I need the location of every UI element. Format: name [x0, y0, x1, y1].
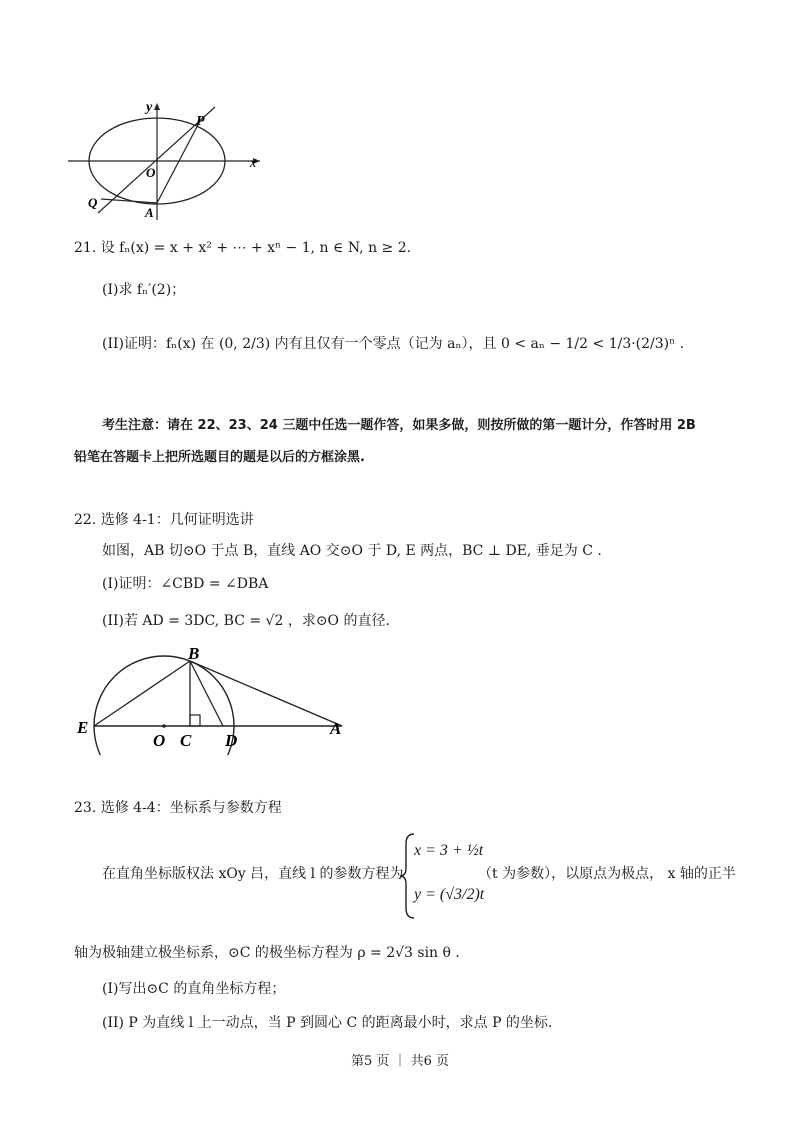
y-axis-arrow	[154, 103, 160, 110]
q22-part2: (II)若 AD = 3DC, BC = √2 ，求⊙O 的直径.	[102, 613, 390, 629]
eq-x: x = 3 + ½t	[414, 842, 484, 859]
label-b: B	[188, 644, 200, 663]
notice-line2: 铅笔在答题卡上把所选题目的题是以后的方框涂黑.	[74, 450, 365, 465]
ellipse-figure	[60, 95, 270, 225]
label-e: E	[77, 718, 89, 737]
label-o: O	[146, 165, 156, 180]
q22-stem: 如图，AB 切⊙O 于点 B，直线 AO 交⊙O 于 D, E 两点，BC ⊥ DE, 垂足为 C .	[102, 543, 602, 559]
notice-line1: 考生注意：请在 22、23、24 三题中任选一题作答，如果多做，则按所做的第一题计分，作答时用 2B	[102, 418, 696, 433]
q23-part1: (I)写出⊙C 的直角坐标方程；	[102, 981, 286, 997]
q23-stem-cont: 轴为极轴建立极坐标系，⊙C 的极坐标方程为 ρ = 2√3 sin θ .	[74, 945, 460, 961]
q23-title: 23. 选修 4-4：坐标系与参数方程	[74, 800, 282, 816]
center-dot	[162, 724, 166, 728]
label-c: C	[180, 731, 192, 750]
label-a2: A	[330, 719, 342, 738]
q22-part1: (I)证明：∠CBD = ∠DBA	[102, 576, 269, 592]
line-eb	[94, 661, 190, 726]
page-footer: 第5 页 ｜ 共6 页	[350, 1054, 450, 1069]
circle-figure	[70, 640, 360, 755]
q23-stem-suffix: （t 为参数），以原点为极点， x 轴的正半	[478, 866, 736, 882]
label-a: A	[145, 205, 154, 220]
label-x: x	[250, 156, 257, 171]
right-angle-mark	[190, 715, 200, 726]
q23-part2: (II) P 为直线 l 上一动点，当 P 到圆心 C 的距离最小时，求点 P 的坐标.	[102, 1015, 553, 1031]
label-p: P	[196, 114, 205, 129]
label-y: y	[146, 100, 153, 115]
line-ba	[190, 661, 342, 726]
label-q: Q	[88, 195, 98, 210]
q23-stem-prefix: 在直角坐标版权法 xOy 吕，直线 l 的参数方程为	[102, 866, 404, 882]
q22-title: 22. 选修 4-1：几何证明选讲	[74, 512, 254, 528]
q21-stem: 21. 设 fₙ(x) = x + x² + ⋯ + xⁿ − 1, n ∈ N, n ≥ 2.	[74, 240, 412, 256]
q21-part2: (II)证明：fₙ(x) 在 (0, 2/3) 内有且仅有一个零点（记为 aₙ），且 0 < aₙ − 1/2 < 1/3·(2/3)ⁿ .	[102, 336, 685, 352]
label-o2: O	[153, 731, 166, 750]
label-d: D	[225, 731, 238, 750]
eq-y: y = (√3/2)t	[414, 886, 485, 903]
q21-part1: (I)求 fₙ′(2)；	[102, 282, 186, 298]
line-ap	[157, 121, 200, 203]
